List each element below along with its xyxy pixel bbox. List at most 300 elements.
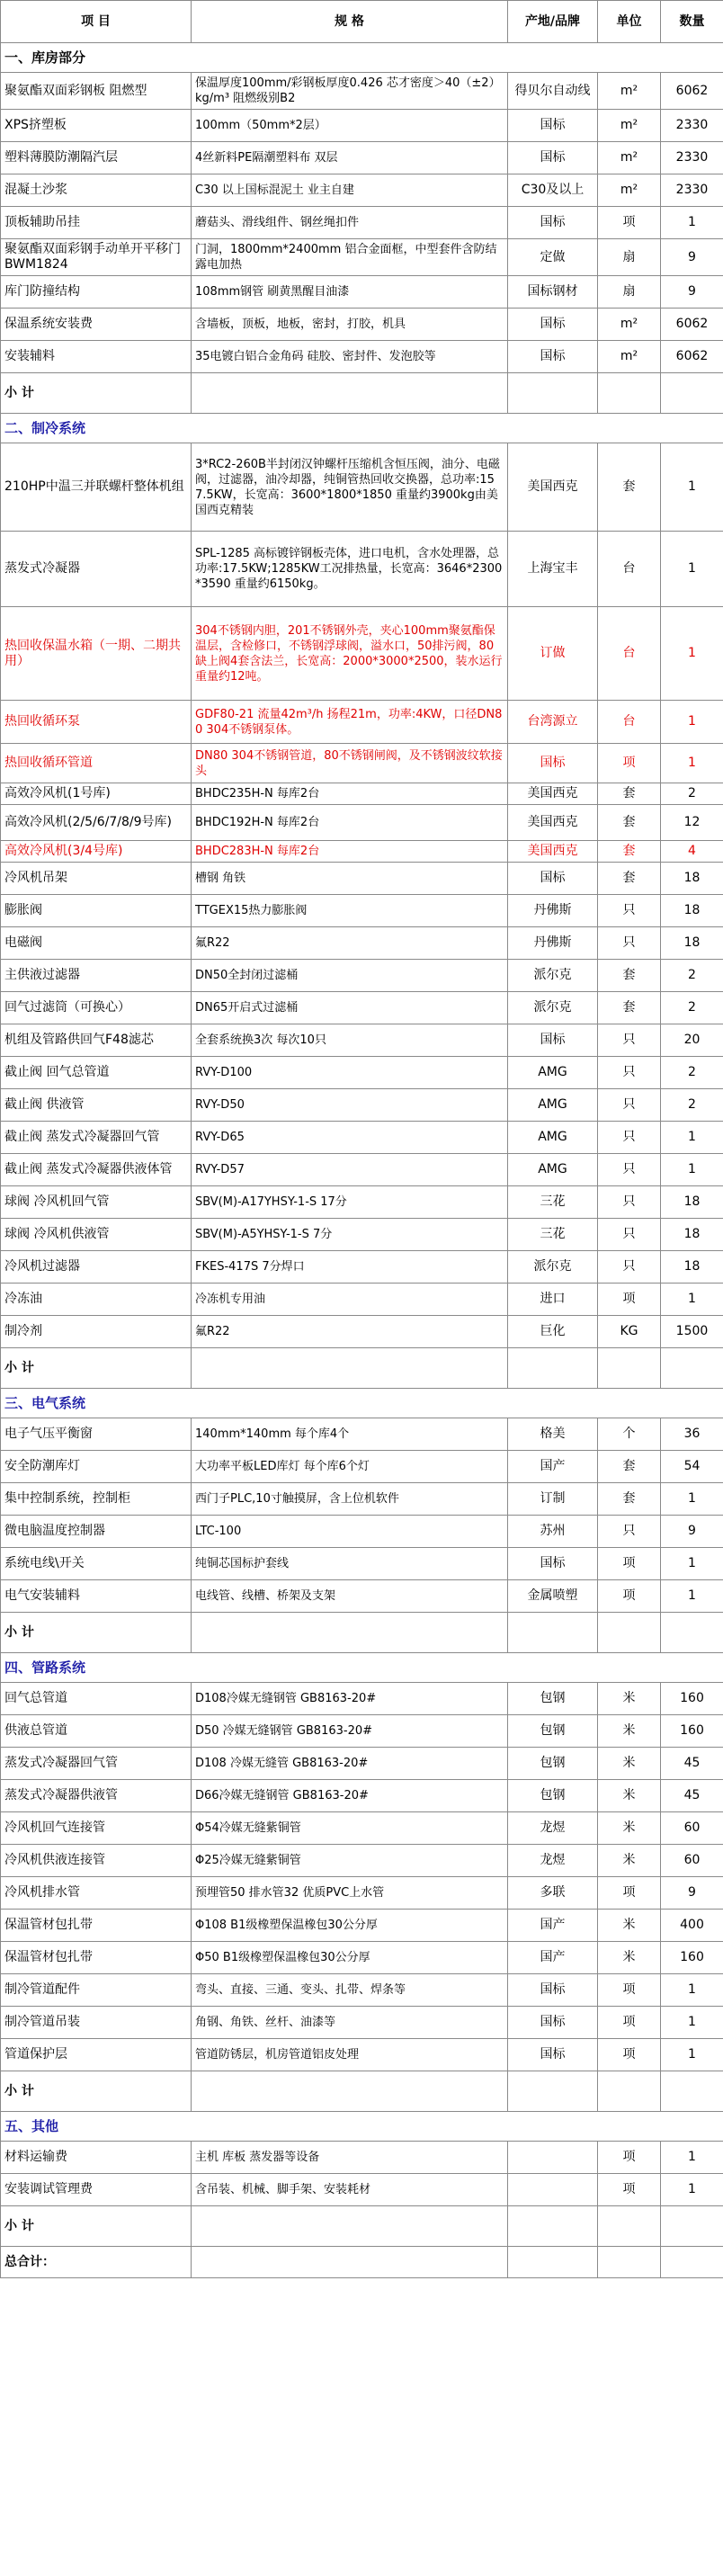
grand-total-row <box>1 2247 723 2278</box>
item-qty: 1 <box>661 2039 723 2071</box>
item-origin: 金属喷塑 <box>508 1580 598 1613</box>
item-qty: 1 <box>661 2174 723 2206</box>
item-unit: 套 <box>598 992 661 1024</box>
item-unit: 只 <box>598 1154 661 1186</box>
item-origin: 包钢 <box>508 1683 598 1715</box>
item-spec: D50 冷媒无缝钢管 GB8163-20# <box>192 1715 508 1748</box>
item-origin: 丹佛斯 <box>508 895 598 927</box>
item-origin: 巨化 <box>508 1316 598 1348</box>
table-row <box>1 341 723 373</box>
item-unit: 米 <box>598 1748 661 1780</box>
item-unit: 米 <box>598 1780 661 1812</box>
item-unit: 台 <box>598 532 661 607</box>
item-name: 制冷管道吊装 <box>1 2007 192 2039</box>
item-origin: 国标 <box>508 1974 598 2007</box>
table-row <box>1 701 723 744</box>
table-row <box>1 1580 723 1613</box>
item-spec: 3*RC2-260B半封闭汉钟螺杆压缩机含恒压阀，油分、电磁阀，过滤器，油冷却器，纯铜管热回收交换器，总功率:157.5KW，长宽高：3600*1800*1850 重量约3900kg由美国西克精装 <box>192 443 508 532</box>
header-qty: 数量 <box>661 1 723 43</box>
item-origin: 国标 <box>508 863 598 895</box>
item-qty: 1 <box>661 532 723 607</box>
item-unit: 套 <box>598 863 661 895</box>
item-origin: 丹佛斯 <box>508 927 598 960</box>
item-origin: 格美 <box>508 1418 598 1451</box>
item-spec: 保温厚度100mm/彩钢板厚度0.426 芯才密度＞40（±2）kg/m³ 阻燃级别B2 <box>192 73 508 110</box>
item-unit: 只 <box>598 1516 661 1548</box>
item-unit: 米 <box>598 1812 661 1845</box>
item-origin: 美国西克 <box>508 805 598 841</box>
item-qty: 2 <box>661 783 723 805</box>
item-unit: 米 <box>598 1845 661 1877</box>
table-row <box>1 2142 723 2174</box>
item-spec: LTC-100 <box>192 1516 508 1548</box>
table-row <box>1 142 723 174</box>
subtotal-label: 小 计 <box>1 2071 192 2112</box>
item-origin: 进口 <box>508 1284 598 1316</box>
item-spec: DN50全封闭过滤桶 <box>192 960 508 992</box>
item-origin: AMG <box>508 1057 598 1089</box>
item-spec: RVY-D100 <box>192 1057 508 1089</box>
item-spec: DN65开启式过滤桶 <box>192 992 508 1024</box>
table-row <box>1 1089 723 1122</box>
item-qty: 2330 <box>661 142 723 174</box>
item-name: 管道保护层 <box>1 2039 192 2071</box>
item-spec: DN80 304不锈钢管道，80不锈钢闸阀，及不锈钢波纹软接头 <box>192 744 508 783</box>
item-unit: 只 <box>598 1089 661 1122</box>
item-unit: 只 <box>598 1057 661 1089</box>
item-unit: 扇 <box>598 276 661 309</box>
item-name: 供液总管道 <box>1 1715 192 1748</box>
item-qty: 9 <box>661 276 723 309</box>
table-row <box>1 805 723 841</box>
table-row <box>1 174 723 207</box>
table-row <box>1 1942 723 1974</box>
table-row <box>1 1780 723 1812</box>
item-spec: 电线管、线槽、桥架及支架 <box>192 1580 508 1613</box>
item-name: 截止阀 蒸发式冷凝器供液体管 <box>1 1154 192 1186</box>
item-name: 210HP中温三并联螺杆整体机组 <box>1 443 192 532</box>
table-row <box>1 863 723 895</box>
item-qty: 1500 <box>661 1316 723 1348</box>
item-origin: 国标 <box>508 744 598 783</box>
item-origin: 国产 <box>508 1451 598 1483</box>
item-qty: 9 <box>661 1877 723 1910</box>
item-name: 电气安装辅料 <box>1 1580 192 1613</box>
table-row <box>1 744 723 783</box>
header-unit: 单位 <box>598 1 661 43</box>
item-unit: 台 <box>598 701 661 744</box>
table-row <box>1 1024 723 1057</box>
item-qty: 1 <box>661 607 723 701</box>
item-spec: 门洞，1800mm*2400mm 铝合金面框，中型套件含防结露电加热 <box>192 239 508 276</box>
table-row <box>1 1316 723 1348</box>
item-unit: 只 <box>598 927 661 960</box>
item-spec: RVY-D50 <box>192 1089 508 1122</box>
item-qty: 160 <box>661 1715 723 1748</box>
item-origin: AMG <box>508 1089 598 1122</box>
table-row <box>1 73 723 110</box>
item-qty: 1 <box>661 744 723 783</box>
item-spec: 大功率平板LED库灯 每个库6个灯 <box>192 1451 508 1483</box>
item-unit: 项 <box>598 1974 661 2007</box>
item-qty: 1 <box>661 1580 723 1613</box>
item-unit: m² <box>598 309 661 341</box>
item-qty: 6062 <box>661 73 723 110</box>
section-header <box>1 1653 723 1683</box>
item-qty: 6062 <box>661 309 723 341</box>
item-unit: 项 <box>598 1284 661 1316</box>
table-row <box>1 1877 723 1910</box>
item-spec: C30 以上国标混泥土 业主自建 <box>192 174 508 207</box>
item-unit: 米 <box>598 1910 661 1942</box>
item-origin: 多联 <box>508 1877 598 1910</box>
item-unit: 套 <box>598 443 661 532</box>
item-qty: 1 <box>661 1974 723 2007</box>
subtotal-empty <box>661 1348 723 1389</box>
item-qty: 2330 <box>661 174 723 207</box>
table-row <box>1 960 723 992</box>
item-qty: 20 <box>661 1024 723 1057</box>
grand-total-empty <box>661 2247 723 2278</box>
item-unit: 只 <box>598 1251 661 1284</box>
item-origin: 国产 <box>508 1910 598 1942</box>
subtotal-empty <box>598 2206 661 2247</box>
item-name: 保温系统安装费 <box>1 309 192 341</box>
table-row <box>1 1284 723 1316</box>
item-qty: 1 <box>661 1154 723 1186</box>
item-spec: 蘑菇头、滑线组件、钢丝绳扣件 <box>192 207 508 239</box>
header-spec: 规 格 <box>192 1 508 43</box>
section-header <box>1 1389 723 1418</box>
item-qty: 160 <box>661 1683 723 1715</box>
item-origin: 美国西克 <box>508 443 598 532</box>
item-origin: 国标 <box>508 207 598 239</box>
item-origin: 国产 <box>508 1942 598 1974</box>
table-row <box>1 1516 723 1548</box>
table-row <box>1 532 723 607</box>
grand-total-empty <box>192 2247 508 2278</box>
item-name: 热回收保温水箱（一期、二期共用） <box>1 607 192 701</box>
item-qty: 2 <box>661 960 723 992</box>
item-spec: 弯头、直接、三通、变头、扎带、焊条等 <box>192 1974 508 2007</box>
item-qty: 2 <box>661 1057 723 1089</box>
subtotal-empty <box>192 1613 508 1653</box>
item-name: 聚氨酯双面彩钢手动单开平移门BWM1824 <box>1 239 192 276</box>
item-origin: 国标 <box>508 2039 598 2071</box>
item-origin: 三花 <box>508 1219 598 1251</box>
item-unit: 项 <box>598 1580 661 1613</box>
item-name: XPS挤塑板 <box>1 110 192 142</box>
item-origin: 三花 <box>508 1186 598 1219</box>
item-name: 材料运输费 <box>1 2142 192 2174</box>
item-name: 保温管材包扎带 <box>1 1910 192 1942</box>
item-qty: 1 <box>661 1483 723 1516</box>
item-unit: 米 <box>598 1683 661 1715</box>
subtotal-row <box>1 2071 723 2112</box>
subtotal-label: 小 计 <box>1 1613 192 1653</box>
subtotal-empty <box>192 2206 508 2247</box>
header-row <box>1 1 723 43</box>
item-name: 高效冷风机(1号库) <box>1 783 192 805</box>
subtotal-empty <box>598 1613 661 1653</box>
item-spec: BHDC283H-N 每库2台 <box>192 841 508 863</box>
item-origin: 龙煜 <box>508 1845 598 1877</box>
subtotal-label: 小 计 <box>1 1348 192 1389</box>
item-spec: RVY-D57 <box>192 1154 508 1186</box>
item-origin: 苏州 <box>508 1516 598 1548</box>
item-unit: 项 <box>598 744 661 783</box>
table-row <box>1 1845 723 1877</box>
item-unit: 项 <box>598 2007 661 2039</box>
section-title: 五、其他 <box>1 2112 723 2142</box>
table-row <box>1 2174 723 2206</box>
subtotal-label: 小 计 <box>1 373 192 414</box>
table-row <box>1 276 723 309</box>
table-row <box>1 841 723 863</box>
subtotal-empty <box>661 1613 723 1653</box>
item-spec: D108 冷媒无缝管 GB8163-20# <box>192 1748 508 1780</box>
item-unit: 只 <box>598 1219 661 1251</box>
item-qty: 1 <box>661 443 723 532</box>
item-name: 冷风机供液连接管 <box>1 1845 192 1877</box>
item-unit: 只 <box>598 1186 661 1219</box>
table-row <box>1 443 723 532</box>
table-row <box>1 110 723 142</box>
item-qty: 12 <box>661 805 723 841</box>
item-name: 截止阀 蒸发式冷凝器回气管 <box>1 1122 192 1154</box>
item-unit: m² <box>598 142 661 174</box>
item-origin: 国标 <box>508 110 598 142</box>
table-row <box>1 1910 723 1942</box>
table-row <box>1 1683 723 1715</box>
item-unit: 项 <box>598 2174 661 2206</box>
item-origin: 国标 <box>508 2007 598 2039</box>
item-name: 主供液过滤器 <box>1 960 192 992</box>
item-qty: 45 <box>661 1780 723 1812</box>
table-row <box>1 1219 723 1251</box>
item-unit: 扇 <box>598 239 661 276</box>
item-qty: 18 <box>661 863 723 895</box>
item-spec: 西门子PLC,10寸触摸屏，含上位机软件 <box>192 1483 508 1516</box>
item-name: 热回收循环管道 <box>1 744 192 783</box>
section-header <box>1 414 723 443</box>
item-qty: 6062 <box>661 341 723 373</box>
item-spec: RVY-D65 <box>192 1122 508 1154</box>
item-unit: 米 <box>598 1715 661 1748</box>
item-name: 聚氨酯双面彩钢板 阻燃型 <box>1 73 192 110</box>
item-spec: 100mm（50mm*2层） <box>192 110 508 142</box>
grand-total-empty <box>508 2247 598 2278</box>
item-unit: 套 <box>598 805 661 841</box>
item-origin: 定做 <box>508 239 598 276</box>
item-unit: m² <box>598 174 661 207</box>
item-name: 膨胀阀 <box>1 895 192 927</box>
subtotal-label: 小 计 <box>1 2206 192 2247</box>
item-name: 制冷剂 <box>1 1316 192 1348</box>
item-origin: 美国西克 <box>508 783 598 805</box>
table-row <box>1 1715 723 1748</box>
table-row <box>1 1057 723 1089</box>
item-name: 截止阀 供液管 <box>1 1089 192 1122</box>
item-name: 电磁阀 <box>1 927 192 960</box>
table-row <box>1 309 723 341</box>
item-unit: m² <box>598 73 661 110</box>
section-title: 一、库房部分 <box>1 43 723 73</box>
item-name: 球阀 冷风机回气管 <box>1 1186 192 1219</box>
item-spec: 140mm*140mm 每个库4个 <box>192 1418 508 1451</box>
subtotal-empty <box>661 2206 723 2247</box>
item-qty: 1 <box>661 1284 723 1316</box>
item-name: 塑料薄膜防潮隔汽层 <box>1 142 192 174</box>
section-title: 二、制冷系统 <box>1 414 723 443</box>
item-qty: 45 <box>661 1748 723 1780</box>
item-name: 回气总管道 <box>1 1683 192 1715</box>
subtotal-empty <box>598 1348 661 1389</box>
item-unit: 项 <box>598 2039 661 2071</box>
item-spec: 冷冻机专用油 <box>192 1284 508 1316</box>
table-row <box>1 1251 723 1284</box>
subtotal-empty <box>598 2071 661 2112</box>
item-name: 蒸发式冷凝器 <box>1 532 192 607</box>
table-row <box>1 207 723 239</box>
item-name: 蒸发式冷凝器回气管 <box>1 1748 192 1780</box>
item-name: 回气过滤筒（可换心） <box>1 992 192 1024</box>
item-qty: 1 <box>661 1122 723 1154</box>
item-origin: 国标 <box>508 1024 598 1057</box>
item-qty: 1 <box>661 207 723 239</box>
item-name: 保温管材包扎带 <box>1 1942 192 1974</box>
item-qty: 4 <box>661 841 723 863</box>
table-row <box>1 239 723 276</box>
item-spec: 108mm钢管 刷黄黑醒目油漆 <box>192 276 508 309</box>
item-spec: 含吊装、机械、脚手架、安装耗材 <box>192 2174 508 2206</box>
table-row <box>1 1154 723 1186</box>
item-origin: 派尔克 <box>508 992 598 1024</box>
item-name: 制冷管道配件 <box>1 1974 192 2007</box>
item-origin: 包钢 <box>508 1715 598 1748</box>
item-origin: 包钢 <box>508 1780 598 1812</box>
item-origin: 包钢 <box>508 1748 598 1780</box>
table-row <box>1 1548 723 1580</box>
item-spec: 预埋管50 排水管32 优质PVC上水管 <box>192 1877 508 1910</box>
table-row <box>1 992 723 1024</box>
item-unit: 项 <box>598 1548 661 1580</box>
item-spec: Φ108 B1级橡塑保温橡包30公分厚 <box>192 1910 508 1942</box>
item-spec: FKES-417S 7分焊口 <box>192 1251 508 1284</box>
item-unit: 项 <box>598 207 661 239</box>
item-name: 热回收循环泵 <box>1 701 192 744</box>
header-origin: 产地/品牌 <box>508 1 598 43</box>
table-row <box>1 1974 723 2007</box>
subtotal-empty <box>508 373 598 414</box>
table-row <box>1 1186 723 1219</box>
item-spec: 氟R22 <box>192 927 508 960</box>
item-spec: 35电镀白铝合金角码 硅胶、密封件、发泡胶等 <box>192 341 508 373</box>
item-name: 系统电线\开关 <box>1 1548 192 1580</box>
item-origin: 订做 <box>508 607 598 701</box>
table-row <box>1 2007 723 2039</box>
table-row <box>1 1418 723 1451</box>
table-row <box>1 2039 723 2071</box>
item-unit: 个 <box>598 1418 661 1451</box>
item-unit: m² <box>598 110 661 142</box>
item-spec: GDF80-21 流量42m³/h 扬程21m，功率:4KW，口径DN80 304不锈钢泵体。 <box>192 701 508 744</box>
item-name: 高效冷风机(2/5/6/7/8/9号库) <box>1 805 192 841</box>
item-name: 安全防潮库灯 <box>1 1451 192 1483</box>
item-qty: 9 <box>661 239 723 276</box>
item-name: 冷风机排水管 <box>1 1877 192 1910</box>
item-spec: BHDC192H-N 每库2台 <box>192 805 508 841</box>
item-name: 库门防撞结构 <box>1 276 192 309</box>
subtotal-empty <box>508 1613 598 1653</box>
item-qty: 2 <box>661 992 723 1024</box>
header-item: 项 目 <box>1 1 192 43</box>
item-spec: SBV(M)-A17YHSY-1-S 17分 <box>192 1186 508 1219</box>
item-name: 高效冷风机(3/4号库) <box>1 841 192 863</box>
item-name: 冷风机回气连接管 <box>1 1812 192 1845</box>
item-qty: 1 <box>661 1548 723 1580</box>
item-spec: TTGEX15热力膨胀阀 <box>192 895 508 927</box>
item-qty: 54 <box>661 1451 723 1483</box>
table-row <box>1 783 723 805</box>
item-qty: 9 <box>661 1516 723 1548</box>
subtotal-empty <box>661 2071 723 2112</box>
item-qty: 2 <box>661 1089 723 1122</box>
item-origin: 龙煜 <box>508 1812 598 1845</box>
item-spec: 纯铜芯国标护套线 <box>192 1548 508 1580</box>
item-unit: 项 <box>598 1877 661 1910</box>
grand-total-empty <box>598 2247 661 2278</box>
item-qty: 2330 <box>661 110 723 142</box>
subtotal-empty <box>192 1348 508 1389</box>
item-qty: 1 <box>661 701 723 744</box>
subtotal-empty <box>508 2206 598 2247</box>
item-unit: 套 <box>598 1483 661 1516</box>
item-qty: 36 <box>661 1418 723 1451</box>
item-qty: 160 <box>661 1942 723 1974</box>
item-origin: 国标 <box>508 1548 598 1580</box>
item-spec: SPL-1285 高标镀锌钢板壳体，进口电机，含水处理器，总功率:17.5KW;1285KW工况排热量，长宽高：3646*2300*3590 重量约6150kg。 <box>192 532 508 607</box>
item-name: 冷风机吊架 <box>1 863 192 895</box>
item-name: 顶板辅助吊挂 <box>1 207 192 239</box>
table-row <box>1 607 723 701</box>
item-spec: 角钢、角铁、丝杆、油漆等 <box>192 2007 508 2039</box>
item-unit: 只 <box>598 1024 661 1057</box>
item-spec: Φ50 B1级橡塑保温橡包30公分厚 <box>192 1942 508 1974</box>
item-qty: 60 <box>661 1845 723 1877</box>
item-name: 机组及管路供回气F48滤芯 <box>1 1024 192 1057</box>
item-spec: 主机 库板 蒸发器等设备 <box>192 2142 508 2174</box>
subtotal-empty <box>598 373 661 414</box>
item-unit: 项 <box>598 2142 661 2174</box>
table-row <box>1 1812 723 1845</box>
item-unit: 套 <box>598 841 661 863</box>
item-name: 电子气压平衡窗 <box>1 1418 192 1451</box>
section-title: 四、管路系统 <box>1 1653 723 1683</box>
item-spec: D108冷媒无缝钢管 GB8163-20# <box>192 1683 508 1715</box>
item-qty: 18 <box>661 1186 723 1219</box>
item-unit: m² <box>598 341 661 373</box>
item-unit: 只 <box>598 1122 661 1154</box>
item-origin: 订制 <box>508 1483 598 1516</box>
table-row <box>1 1483 723 1516</box>
table-row <box>1 1748 723 1780</box>
item-origin: 国标 <box>508 341 598 373</box>
item-spec: D66冷媒无缝钢管 GB8163-20# <box>192 1780 508 1812</box>
item-name: 安装辅料 <box>1 341 192 373</box>
item-spec: 含墙板，顶板，地板，密封，打胶，机具 <box>192 309 508 341</box>
item-spec: Φ25冷媒无缝紫铜管 <box>192 1845 508 1877</box>
